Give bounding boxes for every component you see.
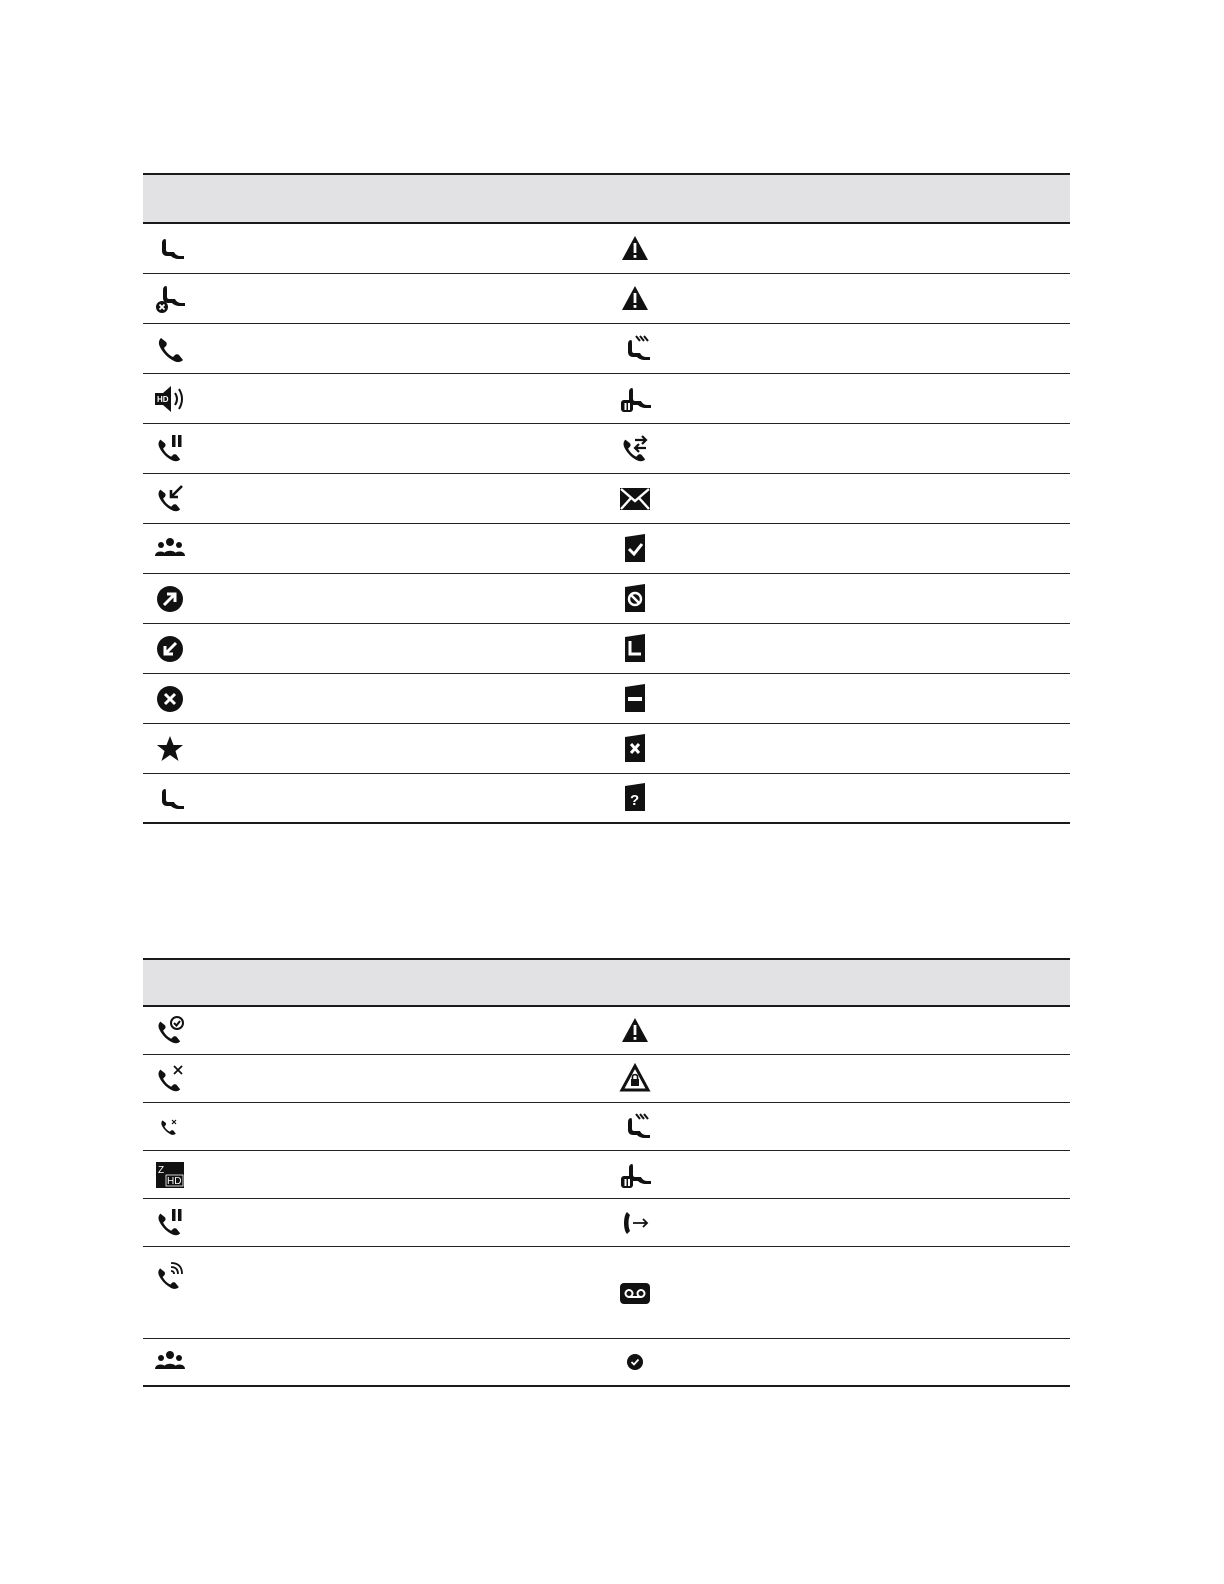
table-cell-left [143,224,605,273]
handset-hold-icon [618,382,652,416]
table-row [143,1199,1070,1247]
table-header [143,958,1070,1007]
table-row [143,774,1070,824]
table-cell-right [605,774,1070,822]
icon-table-top [143,173,1070,824]
table-cell-left [143,524,605,573]
presence-unknown-icon [618,781,652,815]
call-ringing-icon [153,1259,187,1293]
call-failed-icon [153,1062,187,1096]
incoming-call-icon [153,482,187,516]
check-circle-icon [618,1345,652,1379]
group-people-icon [153,1345,187,1379]
table-cell-left [143,1103,605,1150]
table-cell-right [605,274,1070,323]
table-row [143,1339,1070,1387]
table-cell-left [143,1199,605,1246]
table-cell-right [605,624,1070,673]
call-transfer-icon [618,432,652,466]
table-row [143,1247,1070,1339]
handset-icon [153,781,187,815]
table-row [143,474,1070,524]
table-header-cell-right [607,960,1071,1005]
warning-lock-icon [618,1062,652,1096]
table-row [143,274,1070,324]
icon-table-bottom [143,958,1070,1387]
zoom-hd-badge-icon [153,1158,187,1192]
table-cell-right [605,1007,1070,1054]
warning-triangle-icon [618,282,652,316]
table-cell-left [143,1055,605,1102]
table-cell-right [605,424,1070,473]
table-row [143,1055,1070,1103]
table-cell-right [605,674,1070,723]
table-cell-right [605,474,1070,523]
svg-text:?: ? [630,792,640,809]
call-small-icon [153,1110,187,1144]
table-row [143,574,1070,624]
table-cell-left [143,1247,605,1338]
table-cell-right [605,1199,1070,1246]
table-cell-left [143,274,605,323]
table-row [143,1151,1070,1199]
table-cell-right [605,574,1070,623]
star-icon [153,732,187,766]
table-row [143,1103,1070,1151]
voicemail-icon [618,1276,652,1310]
table-cell-right [605,1055,1070,1102]
table-cell-left [143,574,605,623]
table-row [143,324,1070,374]
handset-end-call-icon [618,1110,652,1144]
table-cell-left [143,374,605,423]
table-cell-right [605,224,1070,273]
call-hold-icon [153,1206,187,1240]
group-people-icon [153,532,187,566]
table-row [143,524,1070,574]
presence-available-icon [618,532,652,566]
table-cell-right [605,374,1070,423]
handset-error-icon [153,282,187,316]
table-header-cell-left [143,960,607,1005]
table-cell-left [143,774,605,822]
missed-call-x-icon [153,682,187,716]
table-row [143,424,1070,474]
incoming-arrow-icon [153,632,187,666]
svg-text:HD: HD [167,1175,182,1187]
auto-answer-handset-icon [153,232,187,266]
warning-triangle-icon [618,232,652,266]
table-row [143,724,1070,774]
table-cell-left [143,1007,605,1054]
table-cell-right [605,1103,1070,1150]
table-cell-left [143,1339,605,1385]
warning-triangle-icon [618,1014,652,1048]
table-cell-right [605,724,1070,773]
call-hold-icon [153,432,187,466]
presence-do-not-disturb-icon [618,582,652,616]
table-row [143,1007,1070,1055]
handset-end-call-icon [618,332,652,366]
table-cell-right [605,1339,1070,1385]
table-header-cell-left [143,175,607,222]
table-header [143,173,1070,224]
presence-busy-icon [618,682,652,716]
table-cell-right [605,1151,1070,1198]
table-cell-right [605,1247,1070,1338]
table-row [143,374,1070,424]
call-forward-icon [618,1206,652,1240]
outgoing-arrow-icon [153,582,187,616]
hd-speaker-icon [153,382,187,416]
call-verified-icon [153,1014,187,1048]
table-row [143,674,1070,724]
table-cell-left [143,424,605,473]
table-cell-left [143,724,605,773]
phone-call-icon [153,332,187,366]
table-row [143,224,1070,274]
table-cell-left [143,1151,605,1198]
table-cell-left [143,474,605,523]
table-cell-left [143,674,605,723]
table-row [143,624,1070,674]
table-cell-left [143,324,605,373]
table-header-cell-right [607,175,1071,222]
svg-text:HD: HD [157,394,169,404]
svg-text:Z: Z [158,1164,165,1176]
table-cell-left [143,624,605,673]
envelope-icon [618,482,652,516]
presence-offline-icon [618,732,652,766]
handset-hold-icon [618,1158,652,1192]
table-cell-right [605,324,1070,373]
presence-away-icon [618,632,652,666]
table-cell-right [605,524,1070,573]
